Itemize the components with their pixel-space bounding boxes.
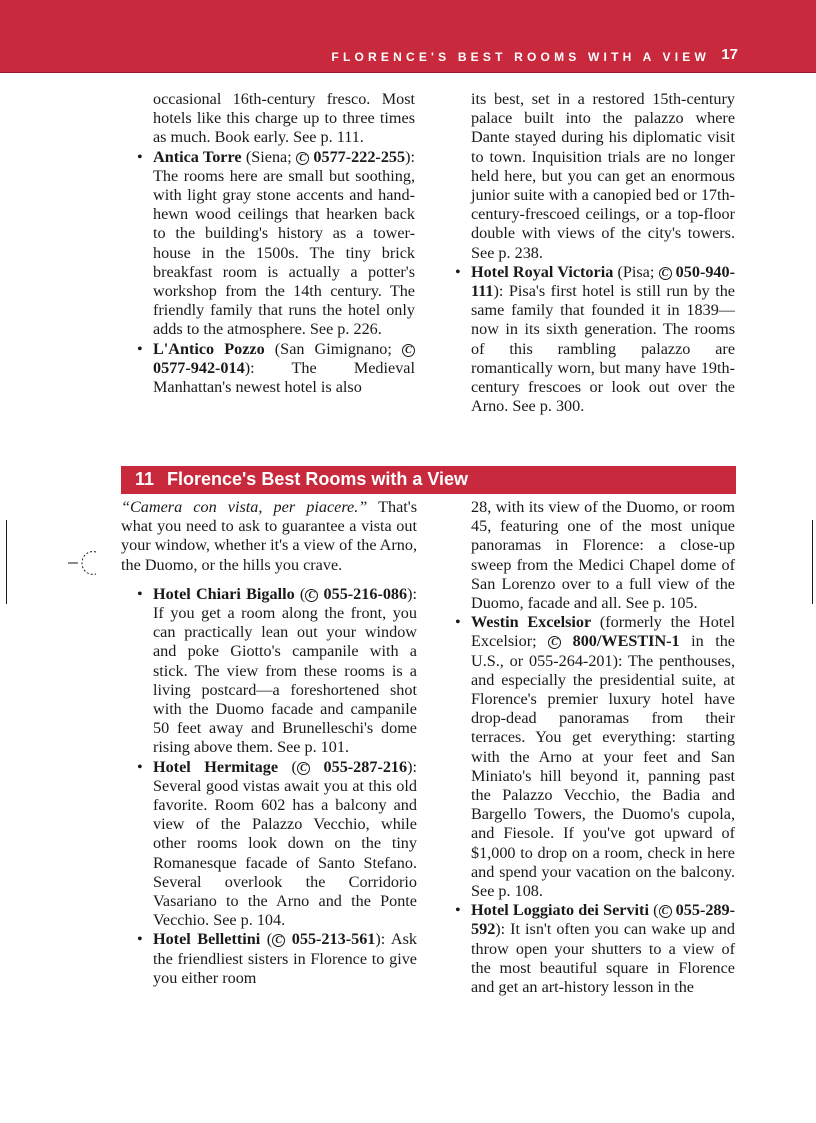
bottom-left-column [121, 498, 417, 988]
page-number: 17 [721, 46, 738, 63]
top-left-column [137, 90, 415, 397]
list-item [455, 263, 735, 417]
bullet: • [137, 757, 143, 776]
phone-number: 055-213-561 [291, 930, 376, 949]
entry-location: (Pisa; [613, 262, 659, 281]
entry-description: ): Pisa's first hotel is still run by the same family that founded it in 1839—now in its sixth generation. The rooms of this rambling palazzo are romantically worn, but many have 19th-century frescoes or look out over the Arno. See p. 300. [471, 282, 735, 416]
list-item [137, 585, 417, 758]
section-title: Florence's Best Rooms with a View [167, 469, 469, 489]
intro-text: That's what you need to ask to guarantee a vista out your window, whether it's a view of the Arno, the Duomo, or the hills you crave. [121, 498, 417, 574]
list-item [137, 758, 417, 931]
hotel-name: L'Antico Pozzo [153, 339, 265, 358]
telephone-icon: C [659, 905, 672, 918]
bottom-right-column [455, 498, 735, 997]
telephone-icon: C [297, 762, 310, 775]
entry-location: ( [260, 930, 273, 949]
bullet: • [137, 930, 143, 949]
bullet: • [137, 339, 143, 358]
telephone-icon: C [402, 344, 415, 357]
bullet: • [455, 613, 461, 632]
running-head: FLORENCE'S BEST ROOMS WITH A VIEW [331, 50, 710, 64]
list-item [137, 148, 415, 340]
list-item [137, 340, 415, 398]
entry-description: ): Several good vistas await you at this old favorite. Room 602 has a balcony and view of the Palazzo Vecchio, while other rooms look down on the tiny Romanesque facade of Santo Stefano. Several overlook the Corridorio Vasariano to the Arno and the Ponte Vecchio. See p. 104. [153, 757, 418, 930]
registration-mark-icon [68, 550, 98, 576]
list-item [455, 901, 735, 997]
entry-description: ): It isn't often you can wake up and throw open your shutters to a view of the most beautiful square in Florence and get an art-history lesson in the [471, 920, 735, 997]
telephone-icon: C [305, 589, 318, 602]
hotel-name: Hotel Hermitage [153, 757, 279, 776]
section-heading [121, 466, 736, 494]
top-right-column [455, 90, 735, 416]
hotel-name: Antica Torre [153, 147, 242, 166]
phone-number: 0577-222-255 [313, 147, 406, 166]
telephone-icon: C [659, 267, 672, 280]
entry-location: ( [648, 901, 659, 920]
entry-description: ): The rooms here are small but soothing, with light gray stone accents and hand-hewn wood ceilings that hearken back to the building's history as a tower-house in the 1500s. The tiny brick breakfast room is actually a potter's workshop from the 14th century. The friendly family that runs the hotel only adds to the atmosphere. See p. 226. [153, 147, 415, 339]
entry-description: ): If you get a room along the front, you can practically lean out your window and poke Giotto's campanile with a stick. The view from these rooms is a living postcard—a foreshortened shot with the Duomo facade and campanile 50 feet away and Brunelleschi's dome rising above them. See p. 101. [153, 584, 418, 757]
entry-description: ): The Medieval Manhattan's newest hotel is also [153, 358, 415, 397]
phone-number: 800/WESTIN-1 [572, 632, 680, 651]
entry-location: (formerly the Hotel Excelsior; [471, 613, 735, 651]
bullet: • [455, 901, 461, 920]
intro-paragraph [121, 498, 417, 575]
crop-mark-right [812, 520, 813, 604]
telephone-icon: C [548, 636, 561, 649]
entry-location: (Siena; [241, 147, 297, 166]
section-number: 11 [135, 469, 155, 489]
bullet: • [455, 262, 461, 281]
hotel-name: Westin Excelsior [471, 613, 592, 632]
phone-number: 055-289-592 [471, 901, 736, 939]
bullet: • [137, 584, 143, 603]
continuation-text: its best, set in a restored 15th-century palace built into the palazzo where Dante stayed during his diplomatic visit to town. Inquisition trials are no longer held here, but you can get an enormous junior suite with a canopied bed or 17th-century-frescoed ceilings, or a top-floor double with views of the city's towers. See p. 238. [471, 90, 735, 262]
hotel-name: Hotel Royal Victoria [471, 262, 614, 281]
phone-number: 055-287-216 [323, 757, 408, 776]
phone-number: 055-216-086 [323, 584, 408, 603]
list-item [137, 930, 417, 988]
intro-quote: “Camera con vista, per piacere.” [121, 498, 368, 516]
bullet: • [137, 147, 143, 166]
entry-description: ): Ask the friendliest sisters in Florence to give you either room [153, 930, 418, 987]
entry-location: ( [278, 757, 297, 776]
phone-number: 0577-942-014 [153, 358, 245, 377]
telephone-icon: C [272, 934, 285, 947]
continuation-text: occasional 16th-century fresco. Most hotels like this charge up to three times as much. Book early. See p. 111. [153, 90, 415, 147]
telephone-icon: C [296, 152, 309, 165]
continuation-text: 28, with its view of the Duomo, or room 45, featuring one of the most unique panoramas in Florence: a close-up sweep from the Medici Chapel dome of San Lorenzo over to a full view of the Duomo, facade and all. See p. 105. [471, 498, 735, 613]
phone-number: 050-940-111 [471, 262, 736, 301]
list-item [455, 613, 735, 901]
hotel-name: Hotel Loggiato dei Serviti [471, 901, 649, 920]
hotel-name: Hotel Chiari Bigallo [153, 584, 295, 603]
hotel-name: Hotel Bellettini [153, 930, 261, 949]
entry-description: in the U.S., or 055-264-201): The penthouses, and especially the presidential suite, at Florence's premier luxury hotel have drop-dead panoramas from their terraces. You get everything: starting with the Arno at your feet and San Miniato's hill beyond it, panning past the Palazzo Vecchio, the Badia and Bargello Towers, the Duomo's cupola, and Fiesole. If you've got upward of $1,000 to drop on a room, check in here and spend your vacation on the balcony. See p. 108. [471, 632, 735, 901]
entry-location: (San Gimignano; [264, 339, 402, 358]
header-band [0, 0, 816, 73]
entry-location: ( [294, 584, 306, 603]
crop-mark-left [6, 520, 7, 604]
